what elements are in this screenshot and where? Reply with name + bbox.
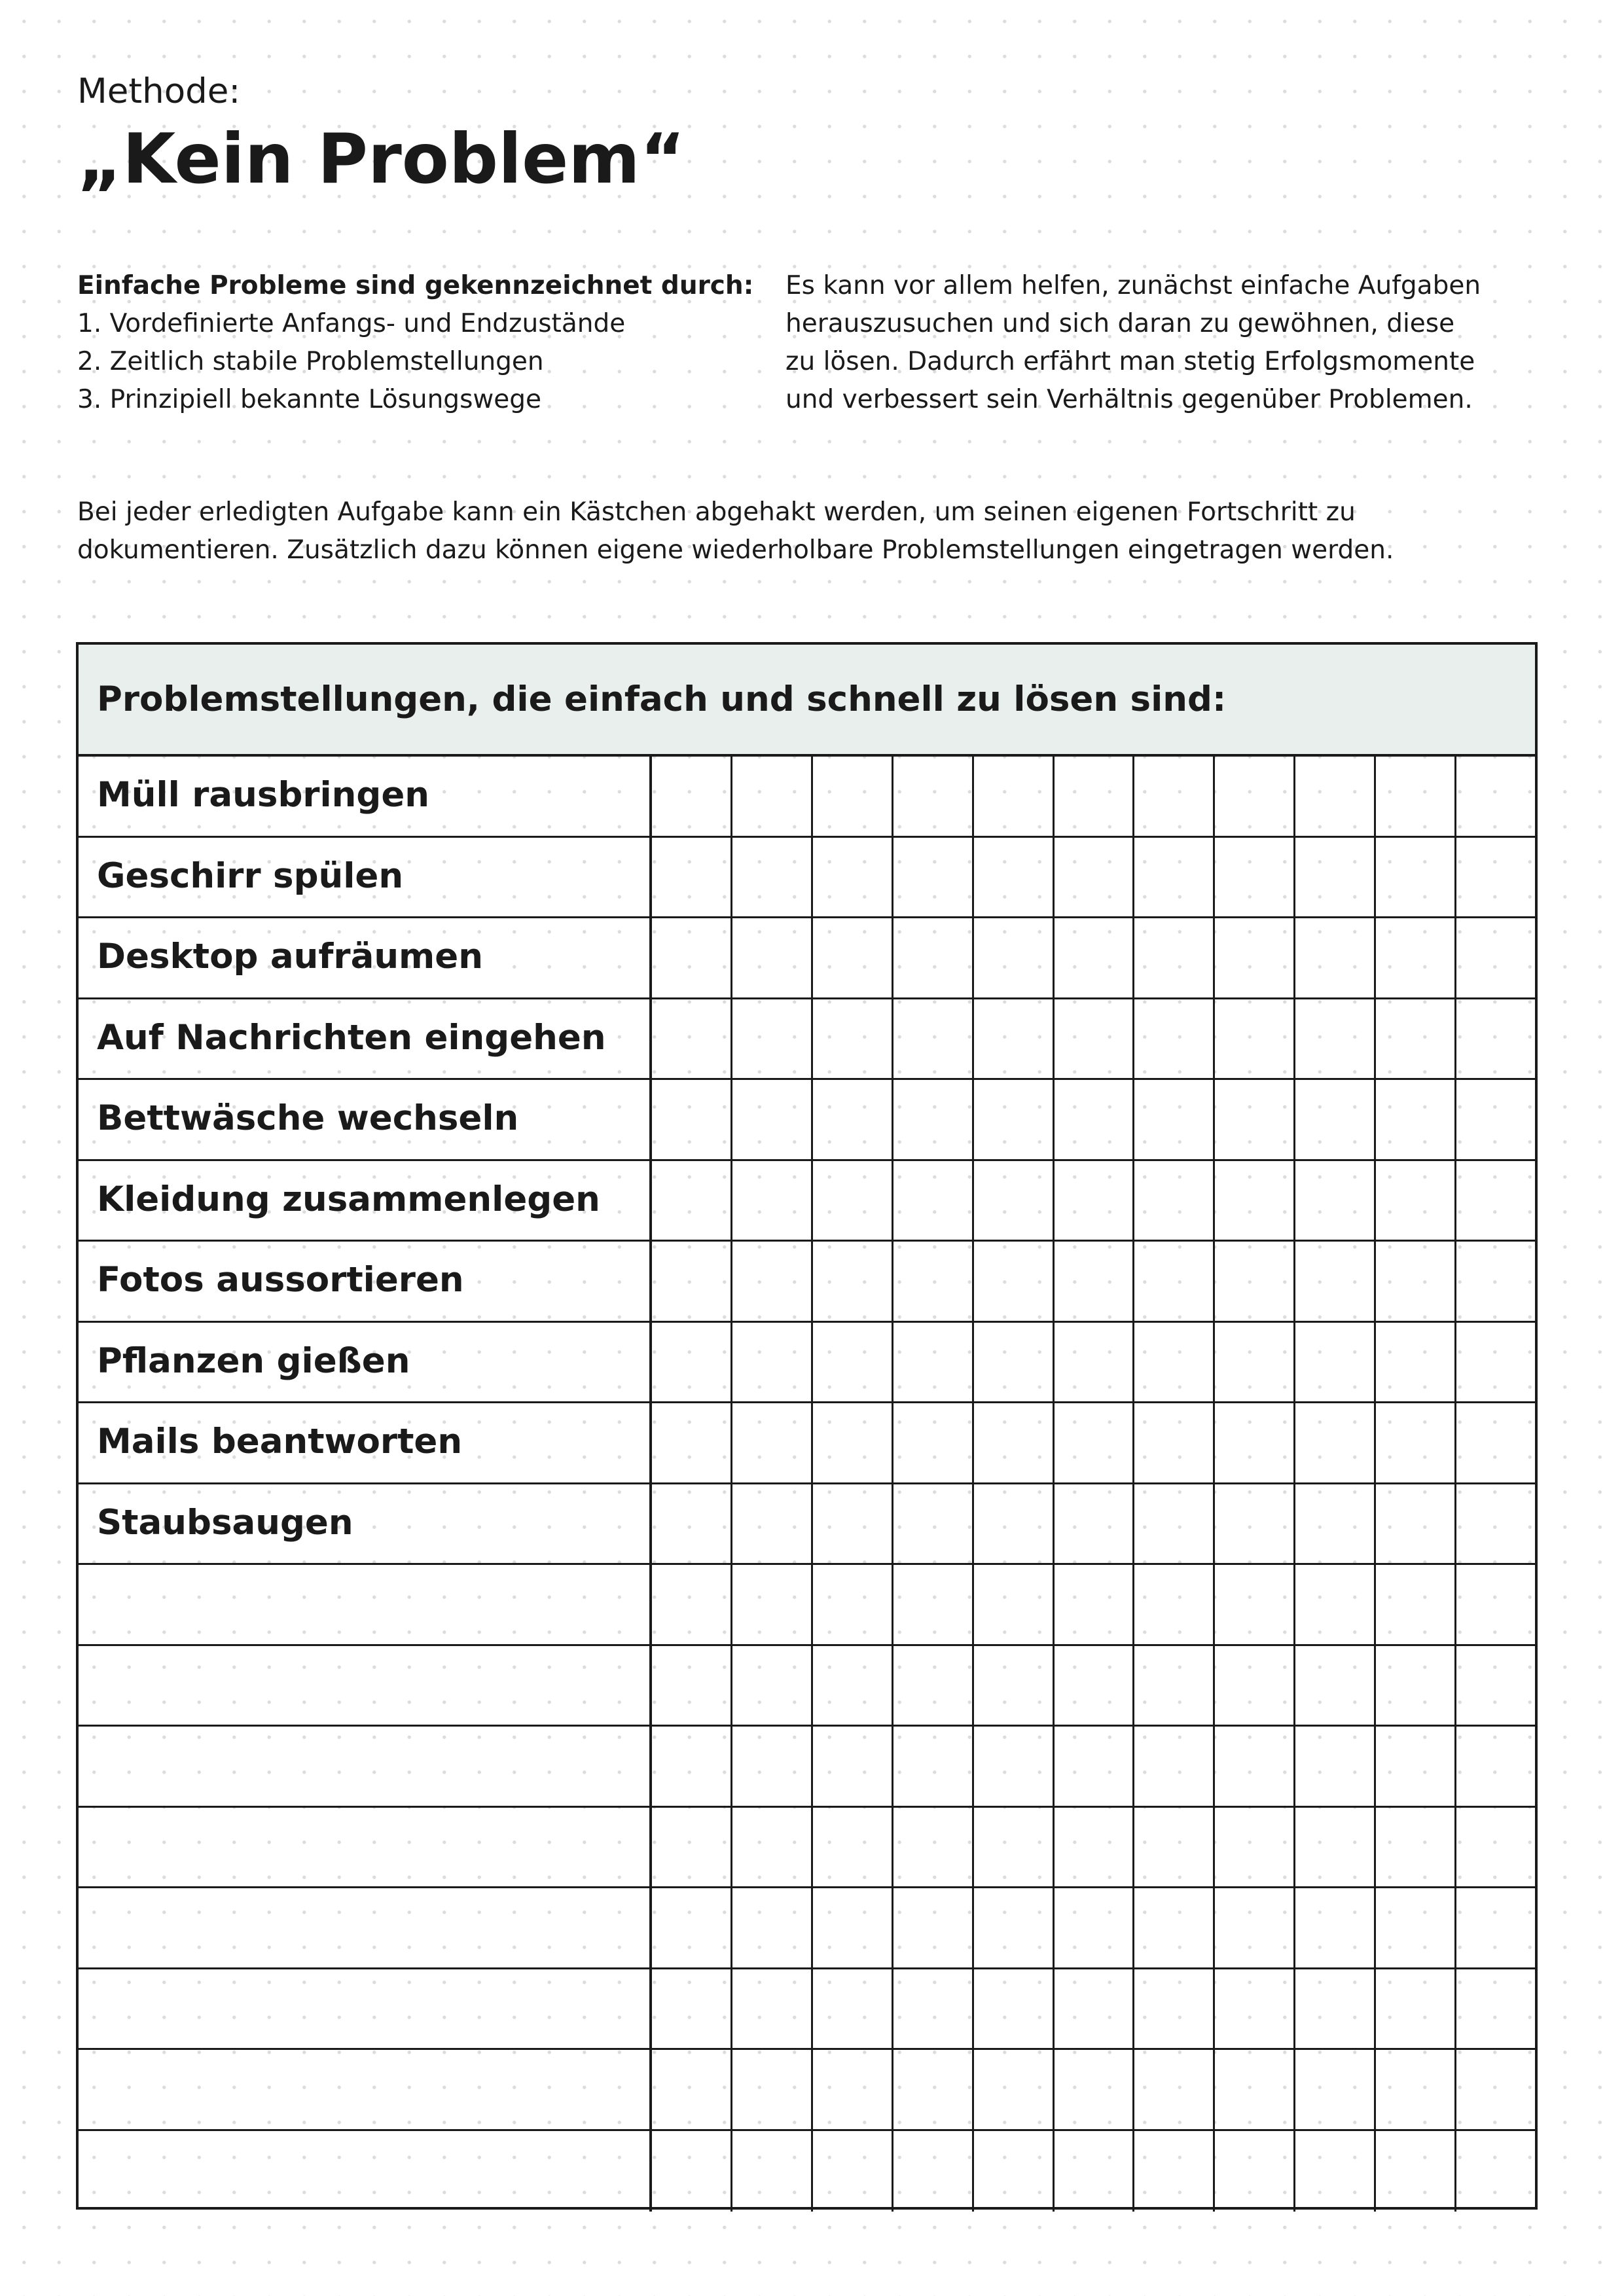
checkbox-cell[interactable] bbox=[1295, 1242, 1376, 1321]
checkbox-cell[interactable] bbox=[1456, 999, 1535, 1079]
checkbox-cell[interactable] bbox=[732, 2131, 813, 2212]
task-input-empty[interactable] bbox=[79, 1888, 652, 1967]
checkbox-cell[interactable] bbox=[1134, 2131, 1215, 2212]
checkbox-cell[interactable] bbox=[1055, 757, 1135, 836]
checkbox-cell[interactable] bbox=[1215, 757, 1295, 836]
table-body bbox=[79, 757, 1535, 2212]
checkbox-cell[interactable] bbox=[1376, 1323, 1456, 1402]
advice-line: zu lösen. Dadurch erfährt man stetig Erfolgsmomente bbox=[785, 347, 1475, 376]
checkbox-cell[interactable] bbox=[1376, 918, 1456, 997]
checkbox-cell[interactable] bbox=[1134, 1242, 1215, 1321]
checkbox-cell[interactable] bbox=[813, 1323, 893, 1402]
checkbox-cell[interactable] bbox=[974, 1161, 1055, 1240]
checkbox-cell[interactable] bbox=[1295, 999, 1376, 1079]
checkbox-cell[interactable] bbox=[652, 1323, 732, 1402]
checkbox-cell[interactable] bbox=[893, 1646, 974, 1725]
checkbox-cell[interactable] bbox=[1215, 1403, 1295, 1482]
checkbox-cell[interactable] bbox=[1456, 1565, 1535, 1644]
characteristics-item: 1. Vordefinierte Anfangs- und Endzustände bbox=[77, 309, 626, 338]
checkbox-cell[interactable] bbox=[1134, 918, 1215, 997]
checkbox-cell[interactable] bbox=[974, 999, 1055, 1079]
task-input-empty[interactable] bbox=[79, 1808, 652, 1887]
checkbox-cell[interactable] bbox=[1295, 1969, 1376, 2049]
checkbox-cell[interactable] bbox=[732, 1161, 813, 1240]
checkbox-cell[interactable] bbox=[1295, 918, 1376, 997]
checkbox-cell[interactable] bbox=[974, 2050, 1055, 2129]
checkbox-cell[interactable] bbox=[893, 1808, 974, 1887]
checkbox-cell[interactable] bbox=[1134, 1565, 1215, 1644]
checkbox-cell[interactable] bbox=[1055, 1808, 1135, 1887]
table-row bbox=[79, 1808, 1535, 1889]
checkbox-cell[interactable] bbox=[652, 1161, 732, 1240]
task-input-empty[interactable] bbox=[79, 1565, 652, 1644]
checkbox-cell[interactable] bbox=[893, 1969, 974, 2049]
checkbox-cell[interactable] bbox=[893, 918, 974, 997]
task-input-empty[interactable] bbox=[79, 1727, 652, 1806]
checkbox-cell[interactable] bbox=[893, 1242, 974, 1321]
checkbox-cell[interactable] bbox=[1376, 1403, 1456, 1482]
checkbox-cell[interactable] bbox=[1376, 1646, 1456, 1725]
checkbox-cell[interactable] bbox=[732, 1808, 813, 1887]
checkbox-cell[interactable] bbox=[1215, 918, 1295, 997]
table-row bbox=[79, 1484, 1535, 1566]
checkbox-cell[interactable] bbox=[1376, 838, 1456, 917]
checkbox-cell[interactable] bbox=[1134, 1484, 1215, 1564]
checkbox-cell[interactable] bbox=[813, 2131, 893, 2212]
task-label: Kleidung zusammenlegen bbox=[79, 1161, 652, 1240]
checkbox-cell[interactable] bbox=[1134, 1080, 1215, 1159]
checkbox-cell[interactable] bbox=[893, 2050, 974, 2129]
checkbox-cell[interactable] bbox=[652, 1646, 732, 1725]
checkbox-cell[interactable] bbox=[1456, 2131, 1535, 2212]
checkbox-cell[interactable] bbox=[1215, 999, 1295, 1079]
checkbox-cell[interactable] bbox=[1456, 1242, 1535, 1321]
checkbox-cell[interactable] bbox=[813, 1969, 893, 2049]
checkbox-cell[interactable] bbox=[893, 1080, 974, 1159]
checkbox-cell[interactable] bbox=[1295, 1808, 1376, 1887]
checkbox-cell[interactable] bbox=[1456, 1080, 1535, 1159]
checkbox-cell[interactable] bbox=[813, 1565, 893, 1644]
checkbox-cell[interactable] bbox=[974, 1323, 1055, 1402]
checkbox-cell[interactable] bbox=[652, 1403, 732, 1482]
checkbox-cell[interactable] bbox=[1215, 1646, 1295, 1725]
characteristics-block bbox=[77, 267, 771, 419]
checkbox-cell[interactable] bbox=[974, 757, 1055, 836]
checkbox-cell[interactable] bbox=[1376, 999, 1456, 1079]
checkbox-cell[interactable] bbox=[732, 1080, 813, 1159]
checkbox-cell[interactable] bbox=[1215, 2131, 1295, 2212]
checkbox-cell[interactable] bbox=[652, 2050, 732, 2129]
checkbox-cell[interactable] bbox=[1456, 1727, 1535, 1806]
checkbox-cell[interactable] bbox=[1055, 2050, 1135, 2129]
table-row bbox=[79, 1323, 1535, 1404]
checkbox-cell[interactable] bbox=[893, 1161, 974, 1240]
checkbox-cell[interactable] bbox=[1055, 838, 1135, 917]
task-input-empty[interactable] bbox=[79, 1646, 652, 1725]
checkbox-cell[interactable] bbox=[1134, 1969, 1215, 2049]
checkbox-cell[interactable] bbox=[813, 757, 893, 836]
checkbox-cell[interactable] bbox=[813, 999, 893, 1079]
checkbox-cell[interactable] bbox=[1215, 1161, 1295, 1240]
checkbox-cell[interactable] bbox=[732, 1242, 813, 1321]
checkbox-cell[interactable] bbox=[652, 1808, 732, 1887]
checkbox-cell[interactable] bbox=[1215, 1727, 1295, 1806]
characteristics-heading: Einfache Probleme sind gekennzeichnet durch: bbox=[77, 271, 754, 300]
table-row bbox=[79, 1888, 1535, 1969]
task-input-empty[interactable] bbox=[79, 2050, 652, 2129]
checkbox-cell[interactable] bbox=[1215, 1808, 1295, 1887]
task-label: Auf Nachrichten eingehen bbox=[79, 999, 652, 1079]
checkbox-cell[interactable] bbox=[1295, 1888, 1376, 1967]
table-row bbox=[79, 2050, 1535, 2131]
table-row bbox=[79, 1242, 1535, 1323]
checkbox-cell[interactable] bbox=[1456, 1646, 1535, 1725]
characteristics-item: 2. Zeitlich stabile Problemstellungen bbox=[77, 347, 544, 376]
checkbox-cell[interactable] bbox=[1055, 1484, 1135, 1564]
table-row bbox=[79, 838, 1535, 919]
checkbox-cell[interactable] bbox=[1215, 1242, 1295, 1321]
table-row bbox=[79, 1080, 1535, 1161]
checkbox-cell[interactable] bbox=[813, 838, 893, 917]
checkbox-cell[interactable] bbox=[813, 1242, 893, 1321]
checkbox-cell[interactable] bbox=[1134, 1403, 1215, 1482]
checkbox-cell[interactable] bbox=[1376, 1727, 1456, 1806]
checkbox-cell[interactable] bbox=[1295, 2131, 1376, 2212]
checkbox-cell[interactable] bbox=[1055, 1727, 1135, 1806]
checkbox-cell[interactable] bbox=[1055, 1565, 1135, 1644]
task-label: Pflanzen gießen bbox=[79, 1323, 652, 1402]
checkbox-cell[interactable] bbox=[652, 1565, 732, 1644]
checkbox-cell[interactable] bbox=[1295, 1565, 1376, 1644]
task-label: Bettwäsche wechseln bbox=[79, 1080, 652, 1159]
checkbox-cell[interactable] bbox=[1376, 1888, 1456, 1967]
checkbox-cell[interactable] bbox=[1456, 2050, 1535, 2129]
checkbox-cell[interactable] bbox=[732, 2050, 813, 2129]
table-header: Problemstellungen, die einfach und schnell zu lösen sind: bbox=[79, 645, 1535, 757]
checkbox-cell[interactable] bbox=[974, 918, 1055, 997]
checkbox-cell[interactable] bbox=[1215, 2050, 1295, 2129]
task-label: Desktop aufräumen bbox=[79, 918, 652, 997]
checkbox-cell[interactable] bbox=[1215, 1969, 1295, 2049]
checkbox-cell[interactable] bbox=[813, 1080, 893, 1159]
checkbox-cell[interactable] bbox=[1456, 1969, 1535, 2049]
checkbox-cell[interactable] bbox=[974, 1080, 1055, 1159]
checkbox-cell[interactable] bbox=[974, 2131, 1055, 2212]
checkbox-cell[interactable] bbox=[813, 1161, 893, 1240]
checkbox-cell[interactable] bbox=[652, 2131, 732, 2212]
checkbox-cell[interactable] bbox=[1134, 1808, 1215, 1887]
checkbox-cell[interactable] bbox=[1134, 999, 1215, 1079]
checkbox-cell[interactable] bbox=[732, 1646, 813, 1725]
table-row bbox=[79, 1161, 1535, 1242]
checkbox-cell[interactable] bbox=[1055, 2131, 1135, 2212]
checkbox-cell[interactable] bbox=[813, 2050, 893, 2129]
table-row bbox=[79, 1646, 1535, 1727]
checkbox-cell[interactable] bbox=[1456, 1484, 1535, 1564]
checkbox-cell[interactable] bbox=[1134, 1727, 1215, 1806]
checkbox-cell[interactable] bbox=[974, 1888, 1055, 1967]
table-row bbox=[79, 1969, 1535, 2051]
checkbox-cell[interactable] bbox=[893, 838, 974, 917]
checkbox-cell[interactable] bbox=[1456, 757, 1535, 836]
checkbox-cell[interactable] bbox=[813, 1888, 893, 1967]
checkbox-cell[interactable] bbox=[893, 1403, 974, 1482]
checkbox-cell[interactable] bbox=[652, 838, 732, 917]
checkbox-cell[interactable] bbox=[732, 918, 813, 997]
page-title: „Kein Problem“ bbox=[77, 119, 685, 199]
task-input-empty[interactable] bbox=[79, 2131, 652, 2212]
checkbox-cell[interactable] bbox=[1215, 838, 1295, 917]
table-row bbox=[79, 918, 1535, 999]
checkbox-cell[interactable] bbox=[732, 838, 813, 917]
checkbox-cell[interactable] bbox=[1295, 1323, 1376, 1402]
checkbox-cell[interactable] bbox=[1055, 1888, 1135, 1967]
checkbox-cell[interactable] bbox=[1215, 1323, 1295, 1402]
checkbox-cell[interactable] bbox=[732, 1403, 813, 1482]
checkbox-cell[interactable] bbox=[732, 1888, 813, 1967]
checkbox-cell[interactable] bbox=[1295, 1161, 1376, 1240]
checkbox-cell[interactable] bbox=[974, 1727, 1055, 1806]
checkbox-cell[interactable] bbox=[893, 1888, 974, 1967]
checkbox-cell[interactable] bbox=[732, 1565, 813, 1644]
checkbox-cell[interactable] bbox=[1376, 1484, 1456, 1564]
table-row bbox=[79, 999, 1535, 1081]
checkbox-cell[interactable] bbox=[732, 1323, 813, 1402]
table-row bbox=[79, 2131, 1535, 2212]
checkbox-cell[interactable] bbox=[732, 1969, 813, 2049]
checkbox-cell[interactable] bbox=[732, 757, 813, 836]
checkbox-cell[interactable] bbox=[813, 1646, 893, 1725]
checkbox-cell[interactable] bbox=[1055, 1403, 1135, 1482]
method-label: Methode: bbox=[77, 71, 241, 111]
checkbox-cell[interactable] bbox=[1456, 1161, 1535, 1240]
checkbox-cell[interactable] bbox=[1055, 918, 1135, 997]
checkbox-cell[interactable] bbox=[1055, 999, 1135, 1079]
checkbox-cell[interactable] bbox=[1376, 1161, 1456, 1240]
checkbox-cell[interactable] bbox=[1376, 2050, 1456, 2129]
checkbox-cell[interactable] bbox=[1215, 1080, 1295, 1159]
checkbox-cell[interactable] bbox=[813, 1484, 893, 1564]
intro-line: Bei jeder erledigten Aufgabe kann ein Kästchen abgehakt werden, um seinen eigenen Fortschritt zu bbox=[77, 497, 1356, 527]
checkbox-cell[interactable] bbox=[1456, 918, 1535, 997]
checkbox-cell[interactable] bbox=[652, 918, 732, 997]
checkbox-cell[interactable] bbox=[1376, 757, 1456, 836]
checkbox-cell[interactable] bbox=[1295, 2050, 1376, 2129]
checkbox-cell[interactable] bbox=[1295, 1080, 1376, 1159]
checkbox-cell[interactable] bbox=[1456, 838, 1535, 917]
task-label: Mails beantworten bbox=[79, 1403, 652, 1482]
characteristics-item: 3. Prinzipiell bekannte Lösungswege bbox=[77, 385, 542, 414]
checkbox-cell[interactable] bbox=[1055, 1646, 1135, 1725]
checkbox-cell[interactable] bbox=[1295, 1646, 1376, 1725]
checkbox-cell[interactable] bbox=[652, 1888, 732, 1967]
checkbox-cell[interactable] bbox=[1134, 1161, 1215, 1240]
checkbox-cell[interactable] bbox=[1055, 1323, 1135, 1402]
advice-line: und verbessert sein Verhältnis gegenüber Problemen. bbox=[785, 385, 1473, 414]
checkbox-cell[interactable] bbox=[1134, 838, 1215, 917]
checkbox-cell[interactable] bbox=[1456, 1888, 1535, 1967]
checkbox-cell[interactable] bbox=[1376, 2131, 1456, 2212]
checkbox-cell[interactable] bbox=[813, 1727, 893, 1806]
intro-line: dokumentieren. Zusätzlich dazu können eigene wiederholbare Problemstellungen eingetragen werden. bbox=[77, 535, 1394, 565]
checkbox-cell[interactable] bbox=[893, 1727, 974, 1806]
checkbox-cell[interactable] bbox=[732, 999, 813, 1079]
checkbox-cell[interactable] bbox=[652, 757, 732, 836]
checkbox-cell[interactable] bbox=[974, 1808, 1055, 1887]
checkbox-cell[interactable] bbox=[652, 1242, 732, 1321]
checkbox-cell[interactable] bbox=[974, 1646, 1055, 1725]
checkbox-cell[interactable] bbox=[1456, 1403, 1535, 1482]
checkbox-cell[interactable] bbox=[813, 1808, 893, 1887]
checkbox-cell[interactable] bbox=[1376, 1969, 1456, 2049]
checkbox-cell[interactable] bbox=[1456, 1323, 1535, 1402]
checkbox-cell[interactable] bbox=[1295, 1403, 1376, 1482]
checkbox-cell[interactable] bbox=[1055, 1969, 1135, 2049]
checkbox-cell[interactable] bbox=[1055, 1161, 1135, 1240]
checkbox-cell[interactable] bbox=[974, 1242, 1055, 1321]
checkbox-cell[interactable] bbox=[652, 1969, 732, 2049]
checkbox-cell[interactable] bbox=[813, 918, 893, 997]
checkbox-cell[interactable] bbox=[1376, 1242, 1456, 1321]
checkbox-cell[interactable] bbox=[652, 1484, 732, 1564]
checkbox-cell[interactable] bbox=[1295, 757, 1376, 836]
checkbox-cell[interactable] bbox=[652, 1727, 732, 1806]
checkbox-cell[interactable] bbox=[1376, 1080, 1456, 1159]
checkbox-cell[interactable] bbox=[974, 1969, 1055, 2049]
advice-line: Es kann vor allem helfen, zunächst einfache Aufgaben bbox=[785, 271, 1481, 300]
task-label: Staubsaugen bbox=[79, 1484, 652, 1564]
checkbox-cell[interactable] bbox=[652, 1080, 732, 1159]
checkbox-cell[interactable] bbox=[1295, 1727, 1376, 1806]
checkbox-cell[interactable] bbox=[652, 999, 732, 1079]
checkbox-cell[interactable] bbox=[974, 1484, 1055, 1564]
table-row bbox=[79, 1403, 1535, 1484]
checkbox-cell[interactable] bbox=[1295, 1484, 1376, 1564]
checkbox-cell[interactable] bbox=[1055, 1080, 1135, 1159]
checkbox-cell[interactable] bbox=[813, 1403, 893, 1482]
checkbox-cell[interactable] bbox=[974, 1403, 1055, 1482]
advice-line: herauszusuchen und sich daran zu gewöhnen, diese bbox=[785, 309, 1455, 338]
checkbox-cell[interactable] bbox=[1295, 838, 1376, 917]
checkbox-cell[interactable] bbox=[893, 1323, 974, 1402]
checkbox-cell[interactable] bbox=[1134, 1323, 1215, 1402]
checkbox-cell[interactable] bbox=[1134, 2050, 1215, 2129]
checkbox-cell[interactable] bbox=[893, 1484, 974, 1564]
advice-block bbox=[785, 267, 1545, 419]
checkbox-cell[interactable] bbox=[1456, 1808, 1535, 1887]
checkbox-cell[interactable] bbox=[1134, 1888, 1215, 1967]
intro-text bbox=[77, 493, 1557, 569]
checkbox-cell[interactable] bbox=[1055, 1242, 1135, 1321]
table-row bbox=[79, 1727, 1535, 1808]
checkbox-cell[interactable] bbox=[1376, 1808, 1456, 1887]
task-label: Müll rausbringen bbox=[79, 757, 652, 836]
tracker-table bbox=[76, 642, 1538, 2210]
table-row bbox=[79, 1565, 1535, 1646]
table-row bbox=[79, 757, 1535, 838]
checkbox-cell[interactable] bbox=[974, 1565, 1055, 1644]
checkbox-cell[interactable] bbox=[732, 1727, 813, 1806]
task-label: Geschirr spülen bbox=[79, 838, 652, 917]
checkbox-cell[interactable] bbox=[1376, 1565, 1456, 1644]
checkbox-cell[interactable] bbox=[1215, 1888, 1295, 1967]
checkbox-cell[interactable] bbox=[1215, 1565, 1295, 1644]
task-label: Fotos aussortieren bbox=[79, 1242, 652, 1321]
checkbox-cell[interactable] bbox=[1134, 757, 1215, 836]
checkbox-cell[interactable] bbox=[1215, 1484, 1295, 1564]
checkbox-cell[interactable] bbox=[893, 999, 974, 1079]
checkbox-cell[interactable] bbox=[893, 757, 974, 836]
checkbox-cell[interactable] bbox=[974, 838, 1055, 917]
checkbox-cell[interactable] bbox=[893, 2131, 974, 2212]
checkbox-cell[interactable] bbox=[893, 1565, 974, 1644]
checkbox-cell[interactable] bbox=[1134, 1646, 1215, 1725]
task-input-empty[interactable] bbox=[79, 1969, 652, 2049]
checkbox-cell[interactable] bbox=[732, 1484, 813, 1564]
